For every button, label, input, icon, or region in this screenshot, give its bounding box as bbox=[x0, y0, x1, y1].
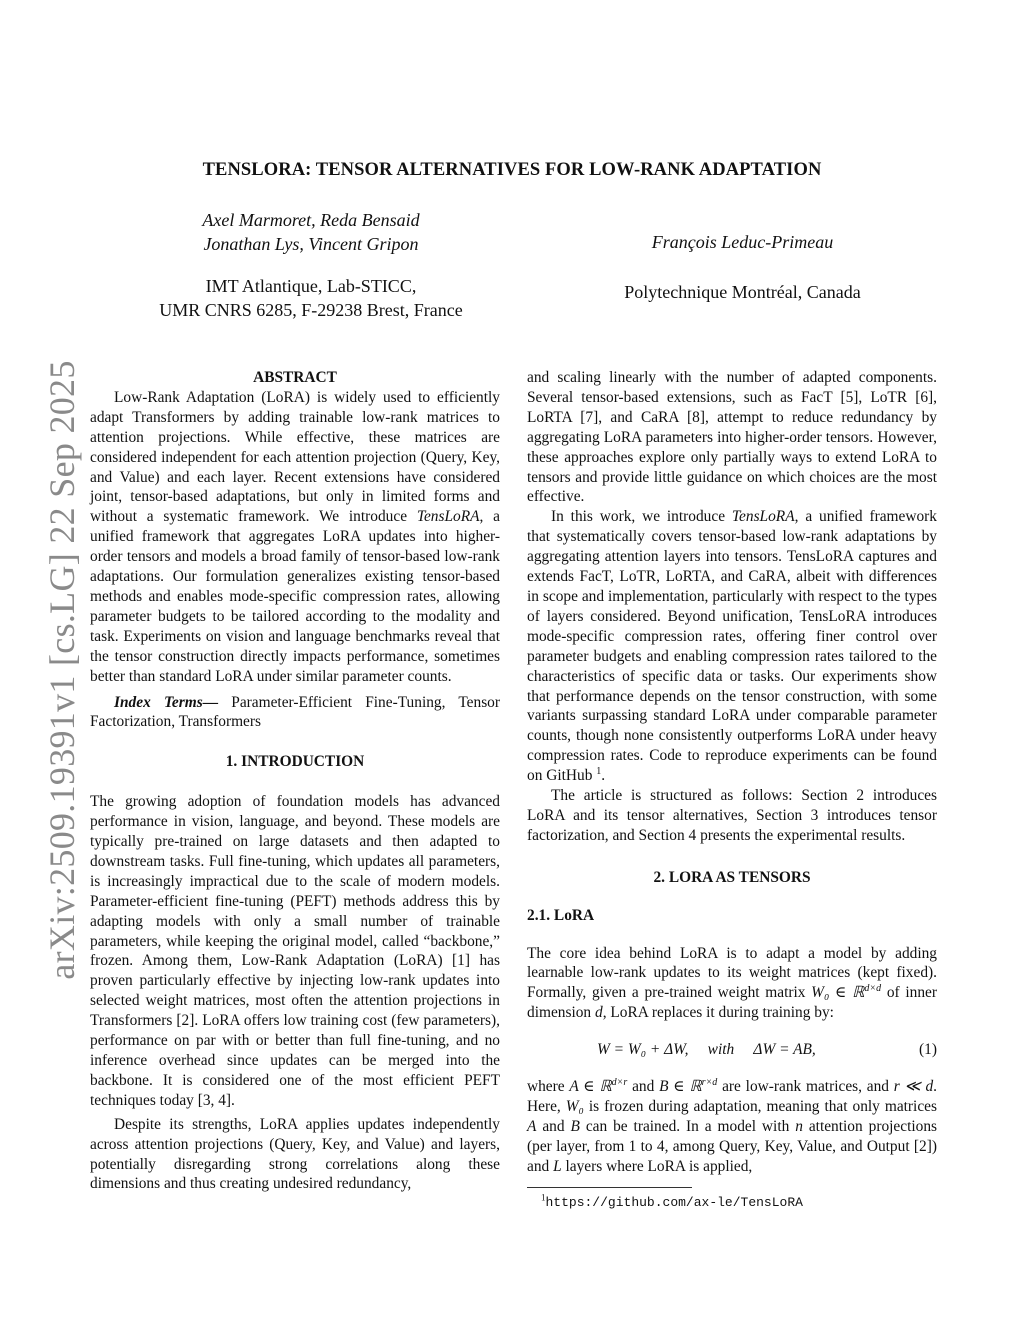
affiliation-block-left bbox=[130, 208, 492, 322]
author-names-right: François Leduc-Primeau bbox=[651, 232, 834, 252]
author-names-line-2: Jonathan Lys, Vincent Gripon bbox=[203, 234, 419, 254]
lora-paragraph-1: The core idea behind LoRA is to adapt a model by adding learnable low-rank updates to its weight matrices (kept fixed). Formally, given a pre-trained weight matrix W₀ ∈ ℝ$^{d\times d}$ of inner dimension d, LoRA replaces it during training by: bbox=[527, 944, 937, 1022]
institution-line-2: UMR CNRS 6285, F-29238 Brest, France bbox=[159, 300, 463, 320]
intro-paragraph-2: Despite its strengths, LoRA applies updates independently across attention projections (Query, Key, and Value) and layers, potentially disregarding strong correlations along these dimensions and thus creating undesired redundancy, bbox=[90, 1115, 500, 1193]
subsection-2-1-heading: 2.1. LoRA bbox=[527, 906, 595, 924]
footnote-divider bbox=[527, 1187, 692, 1188]
footnote: $^1$https://github.com/ax-le/TensLoRA bbox=[541, 1192, 803, 1210]
index-terms: Index Terms— Parameter-Efficient Fine-Tuning, Tensor Factorization, Transformers bbox=[90, 693, 501, 731]
intro-paragraph-4: The article is structured as follows: Section 2 introduces LoRA and its tensor alternatives, Section 3 introduces tensor factorization, and Section 4 presents the experimental results. bbox=[527, 787, 937, 844]
lora-paragraph-2: where A ∈ ℝ$^{d\times r}$ and B ∈ ℝ$^{r\times d}$ are low-rank matrices, and r ≪ d. Here, W₀ is frozen during adaptation, meaning that only matrices A and B can be trained. In a model with n attention projections (per layer, from 1 to 4, among Query, Key, Value, and Output [2]) and L layers where LoRA is applied, bbox=[527, 1077, 938, 1175]
intro-paragraph-3: In this work, we introduce TensLoRA, a unified framework that systematically covers tensor-based low-rank adaptations by aggregating attention layers into tensors. TensLoRA captures and extends FacT, LoTR, LoRTA, and CaRA, albeit with differences in scope and implementation, particularly with respect to the types of layers considered. Beyond unification, TensLoRA introduces mode-specific compression rates, offering finer control over parameter budgets and enabling compression rates tailored to the characteristics of specific data or tasks. Our experiments show that performance depends on the tensor construction, with some variants surpassing standard LoRA under comparable parameter counts, though none consistently outperforms LoRA under heavy compression rates. Code to reproduce experiments can be found on GitHub $^1$. bbox=[527, 508, 937, 785]
left-column bbox=[90, 368, 500, 1194]
arxiv-identifier-stamp: arXiv:2509.19391v1 [cs.LG] 22 Sep 2025 bbox=[42, 360, 82, 980]
paper-title: TENSLORA: TENSOR ALTERNATIVES FOR LOW-RANK ADAPTATION bbox=[202, 160, 822, 180]
institution-left bbox=[130, 274, 492, 322]
equation-body: W = W₀ + ΔW, with ΔW = AB, bbox=[597, 1041, 816, 1059]
affiliation-block-right bbox=[570, 230, 915, 304]
intro-paragraph-2-continued: and scaling linearly with the number of adapted components. Several tensor-based extensions, such as FacT [5], LoTR [6], LoRTA [7], and CaRA [8], attempt to reduce redundancy by aggregating LoRA parameters into higher-order tensors. However, these approaches explore only partially ways to extend LoRA to tensors and provide little guidance on which choices are the most effective. bbox=[527, 369, 937, 506]
footnote-ref: 1 bbox=[596, 766, 602, 777]
section-2-heading: 2. LORA AS TENSORS bbox=[653, 868, 811, 886]
right-column bbox=[527, 368, 937, 1213]
equation-1 bbox=[527, 1033, 937, 1069]
footnote-url[interactable]: https://github.com/ax-le/TensLoRA bbox=[545, 1194, 803, 1210]
intro-paragraph-1: The growing adoption of foundation models has advanced performance in vision, language, and beyond. These models are typically pre-trained on large datasets and then adapted to downstream tasks. Full fine-tuning, which updates all parameters, is increasingly impractical due to the scale of modern models. Parameter-efficient fine-tuning (PEFT) methods address this by adapting models with only a small number of trainable parameters, while keeping the original model, called “backbone,” frozen. Among them, Low-Rank Adaptation (LoRA) [1] has proven particularly effective by injecting low-rank updates into selected weight matrices, most often the attention projections in Transformers [2]. LoRA offers low training cost (few parameters), performance on par with or better than full fine-tuning, and no inference overhead since updates can be merged into the backbone. It is considered one of the most efficient PEFT techniques today [3, 4]. bbox=[90, 793, 500, 1109]
introduction-heading: 1. INTRODUCTION bbox=[225, 753, 365, 771]
abstract-heading: ABSTRACT bbox=[253, 369, 337, 386]
author-names-line-1: Axel Marmoret, Reda Bensaid bbox=[202, 210, 420, 230]
equation-number: (1) bbox=[919, 1041, 937, 1059]
institution-right: Polytechnique Montréal, Canada bbox=[624, 282, 861, 302]
institution-line-1: IMT Atlantique, Lab-STICC, bbox=[205, 276, 417, 296]
abstract-text: Low-Rank Adaptation (LoRA) is widely used to efficiently adapt Transformers by adding trainable low-rank matrices to attention projections. While effective, these matrices are considered independent for each attention projection (Query, Key, and Value) and each layer. Recent extensions have considered joint, tensor-based adaptations, but only in limited forms and without a systematic framework. We introduce TensLoRA, a unified framework that aggregates LoRA updates into higher-order tensors and models a broad family of tensor-based low-rank adaptations. Our formulation generalizes existing tensor-based methods and enables mode-specific compression rates, allowing parameter budgets to be tailored according to the modality and task. Experiments on vision and language benchmarks reveal that the tensor construction directly impacts performance, sometimes better than standard LoRA under similar parameter counts. bbox=[90, 388, 500, 685]
